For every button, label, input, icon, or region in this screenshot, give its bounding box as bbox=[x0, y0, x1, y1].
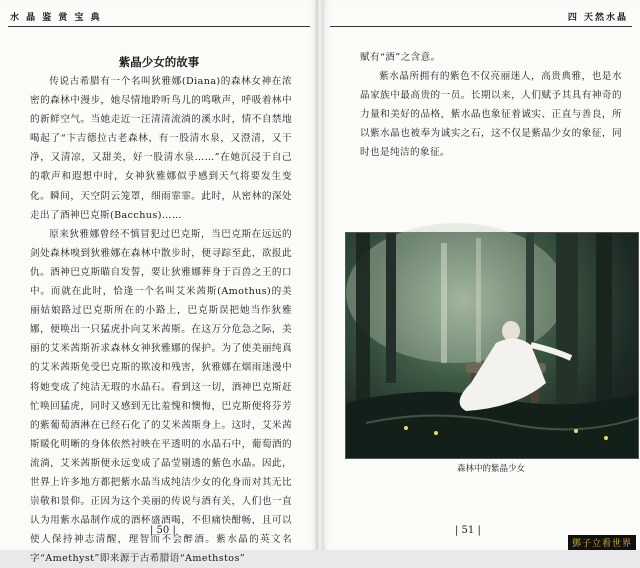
right-page-number: | 51 | bbox=[455, 525, 481, 536]
left-page-number: | 50 | bbox=[150, 525, 176, 536]
forest-scene-illustration bbox=[346, 233, 638, 458]
left-paragraph-2: 原来狄雅娜曾经不慎冒犯过巴克斯，当巴克斯在远远的剑处森林嗅到狄雅娜在森林中散步时，便寻踪至此，欲报此仇。酒神巴克斯瞄自发誓，要让狄雅娜葬身于百兽之王的口中。而就在此时，恰逢一个名叫艾米茜斯(Amothus)的美丽姑娘路过巴克斯所在的小路上，巴克斯误把她当作狄雅娜，便唤出一只猛虎扑向艾米茜斯。在这万分危急之际，美丽的艾米茜斯祈求森林女神狄雅娜的保护。为了使美丽纯真的艾米茜斯免受巴克斯的欺凌和残害，狄雅娜在烟雨迷漫中将她变成了纯洁无瑕的水晶石。看到这一切，酒神巴克斯赶忙唤回猛虎，同时又感到无比羞愧和懊悔，巴克斯便将芬芳的紫葡萄酒淋在已经石化了的艾米茜斯身上。这时，艾米茜斯暖化明晰的身体依然衬映在平透明的水晶石中，葡萄酒的流淌，艾米茜斯便永远变成了晶莹剔透的紫色水晶。因此，世界上许多地方都把紫水晶当成纯洁少女的化身而对其无比崇敬和景仰。正因为这个美丽的传说与酒有关，人们也一直认为用紫水晶制作成的酒杯盛酒喝，不但痛快酣畅，且可以使人保持神志清醒，理智而不会醉酒。紫水晶的英文名字“Amethyst”即来源于古希腊语“Amethstos” bbox=[30, 228, 292, 565]
right-paragraph-2: 紫水晶所拥有的紫色不仅亮丽迷人，高贵典雅，也是水晶家族中最高贵的一员。长期以来，人们赋予其具有神奇的力量和美好的品格，紫水晶也象征着诚实、正直与善良，所以紫水晶也被奉为诚实之石，这不仅是紫晶少女的象征，同时也是纯洁的象征。 bbox=[360, 71, 622, 159]
watermark-badge: 鄧子立看世界 bbox=[568, 535, 636, 550]
right-page bbox=[322, 0, 640, 550]
right-running-header: 四 天然水晶 bbox=[567, 13, 628, 23]
story-title: 紫晶少女的故事 bbox=[118, 55, 200, 69]
forest-maiden-photo bbox=[345, 232, 639, 459]
left-header-rule bbox=[8, 26, 310, 27]
photo-caption: 森林中的紫晶少女 bbox=[456, 464, 525, 474]
right-body bbox=[360, 48, 622, 163]
right-header-rule bbox=[330, 26, 632, 27]
left-page bbox=[0, 0, 318, 565]
left-body bbox=[30, 72, 292, 568]
left-running-header: 水 晶 鉴 赏 宝 典 bbox=[10, 13, 102, 23]
right-paragraph-1: 赋有“酒”之含意。 bbox=[360, 52, 441, 63]
left-paragraph-1: 传说古希腊有一个名叫狄雅娜(Diana)的森林女神在浓密的森林中漫步，她尽情地聆听鸟儿的鸣啾声，呼吸着林中的新鲜空气。当她走近一汪清清流淌的溪水时，情不自禁地喝起了“卞吉德拉古老森林，有一股清水泉，又澄清，又干净，又清凉，又甜美，好一股清水泉……”在她沉浸于自己的歌声和遐想中时，女神狄雅娜似乎感到天气将要发生变化。瞬间，天空阴云笼罩，细雨霏霏。此时，从密林的深处走出了酒神巴克斯(Bacchus)…… bbox=[30, 76, 292, 221]
